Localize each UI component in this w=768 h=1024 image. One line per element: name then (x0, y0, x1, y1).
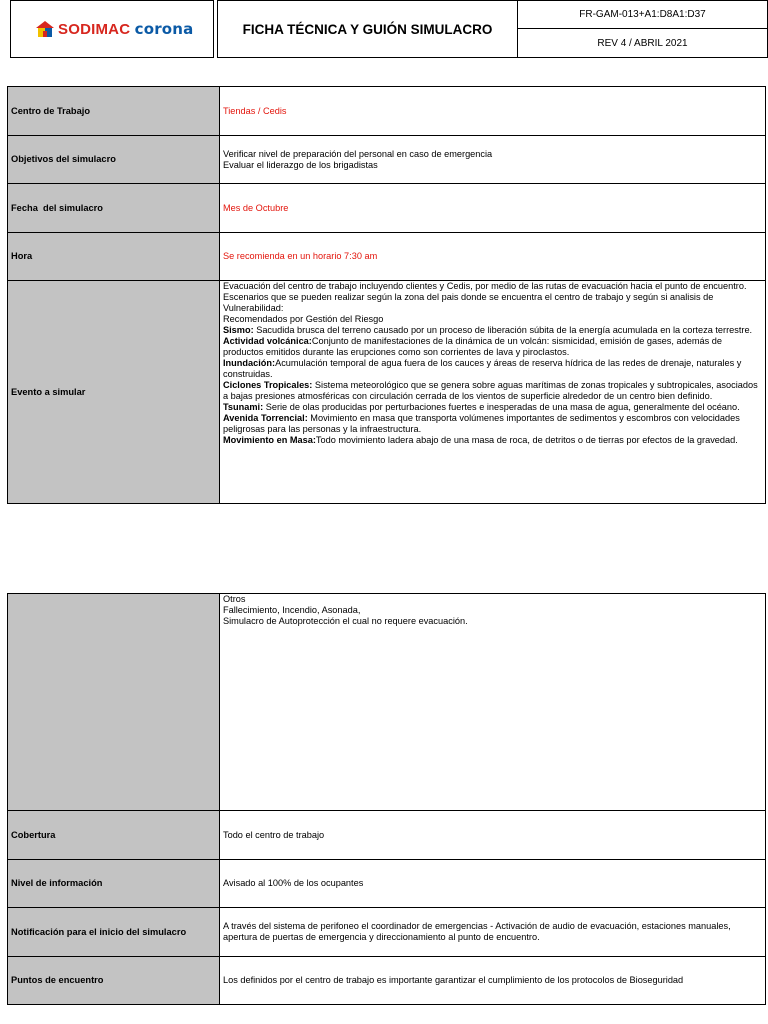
label-nivel: Nivel de información (8, 860, 220, 908)
row-cobertura (8, 811, 766, 860)
evento-recomendados: Recomendados por Gestión del Riesgo (223, 314, 384, 324)
event-description: Sacudida brusca del terreno causado por un proceso de liberación súbita de la energía acumulada en la corteza terrestre. (253, 325, 753, 335)
ficha-table-1 (7, 86, 766, 504)
document-title: FICHA TÉCNICA Y GUIÓN SIMULACRO (217, 0, 518, 58)
objetivo-2: Evaluar el liderazgo de los brigadistas (223, 159, 378, 170)
value-centro: Tiendas / Cedis (220, 87, 766, 136)
row-centro (8, 87, 766, 136)
event-list (223, 325, 762, 446)
value-evento (220, 281, 766, 504)
event-item (223, 413, 762, 435)
document-revision: REV 4 / ABRIL 2021 (517, 28, 768, 58)
event-term: Ciclones Tropicales: (223, 380, 313, 390)
event-item (223, 325, 762, 336)
label-hora: Hora (8, 233, 220, 281)
value-hora: Se recomienda en un horario 7:30 am (220, 233, 766, 281)
logo-brand-corona: corona (134, 20, 194, 38)
ficha-table-2 (7, 593, 766, 1005)
event-term: Inundación: (223, 358, 276, 368)
row-objetivos (8, 136, 766, 184)
otros-autoproteccion: Simulacro de Autoprotección el cual no requere evacuación. (223, 616, 468, 626)
event-description: Todo movimiento ladera abajo de una masa de roca, de detritos o de tierras por efectos de la gravedad. (315, 435, 738, 445)
event-item (223, 336, 762, 358)
event-term: Sismo: (223, 325, 254, 335)
row-evento (8, 281, 766, 504)
event-description: Conjunto de manifestaciones de la dinámica de un volcán: sismicidad, emisión de gases, además de productos emitidos durante las erupciones como son corrientes de lava y piroclastos. (223, 336, 722, 357)
evento-intro: Evacuación del centro de trabajo incluyendo clientes y Cedis, por medio de las rutas de evacuación hacia el punto de encuentro. (223, 281, 747, 291)
event-description: Sistema meteorológico que se genera sobre aguas marítimas de zonas tropicales y subtropicales, asociados a bajas presiones atmosféricas con circulación cerrada de los vientos de superficie alrededor de un centro bien definido. (223, 380, 758, 401)
row-puntos (8, 957, 766, 1005)
value-otros (220, 594, 766, 811)
event-term: Tsunami: (223, 402, 264, 412)
value-nivel: Avisado al 100% de los ocupantes (220, 860, 766, 908)
value-fecha: Mes de Octubre (220, 184, 766, 233)
row-otros (8, 594, 766, 811)
label-puntos: Puntos de encuentro (8, 957, 220, 1005)
value-cobertura: Todo el centro de trabajo (220, 811, 766, 860)
logo-cell (10, 0, 214, 58)
label-notificacion: Notificación para el inicio del simulacro (8, 908, 220, 957)
value-notificacion: A través del sistema de perifoneo el coordinador de emergencias - Activación de audio de evacuación, estaciones manuales, apertura de puertas de emergencia y direccionamiento al punto de encuentro. (220, 908, 766, 957)
label-centro: Centro de Trabajo (8, 87, 220, 136)
label-fecha: Fecha del simulacro (8, 184, 220, 233)
event-item (223, 380, 762, 402)
event-item (223, 435, 762, 446)
event-item (223, 402, 762, 413)
row-nivel (8, 860, 766, 908)
event-description: Serie de olas producidas por perturbaciones fuertes e inesperadas de una masa de agua, generalmente del océano. (263, 402, 740, 412)
value-puntos: Los definidos por el centro de trabajo es importante garantizar el cumplimiento de los protocolos de Bioseguridad (220, 957, 766, 1005)
label-cobertura: Cobertura (8, 811, 220, 860)
row-hora (8, 233, 766, 281)
logo-brand-sodimac: SODIMAC (58, 21, 131, 38)
company-logo (58, 20, 194, 38)
event-term: Actividad volcánica: (223, 336, 312, 346)
otros-list: Fallecimiento, Incendio, Asonada, (223, 605, 361, 615)
event-description: Movimiento en masa que transporta volúmenes importantes de sedimentos y escombros con velocidades peligrosas para las personas y la infraestructura. (223, 413, 740, 434)
value-objetivos (220, 136, 766, 184)
event-term: Movimiento en Masa: (223, 435, 316, 445)
document-code: FR-GAM-013+A1:D8A1:D37 (517, 0, 768, 29)
label-evento: Evento a simular (8, 281, 220, 504)
label-otros (8, 594, 220, 811)
objetivo-1: Verificar nivel de preparación del personal en caso de emergencia (223, 148, 493, 159)
row-notificacion (8, 908, 766, 957)
row-fecha (8, 184, 766, 233)
otros-title: Otros (223, 594, 246, 604)
evento-escenarios: Escenarios que se pueden realizar según la zona del pais donde se encuentra el centro de trabajo y según si analisis de Vulnerabilidad: (223, 292, 714, 313)
event-term: Avenida Torrencial: (223, 413, 308, 423)
event-description: Acumulación temporal de agua fuera de los cauces y áreas de reserva hídrica de las redes de drenaje, naturales y construidas. (223, 358, 742, 379)
event-item (223, 358, 762, 380)
label-objetivos: Objetivos del simulacro (8, 136, 220, 184)
house-logo-icon (35, 20, 55, 38)
